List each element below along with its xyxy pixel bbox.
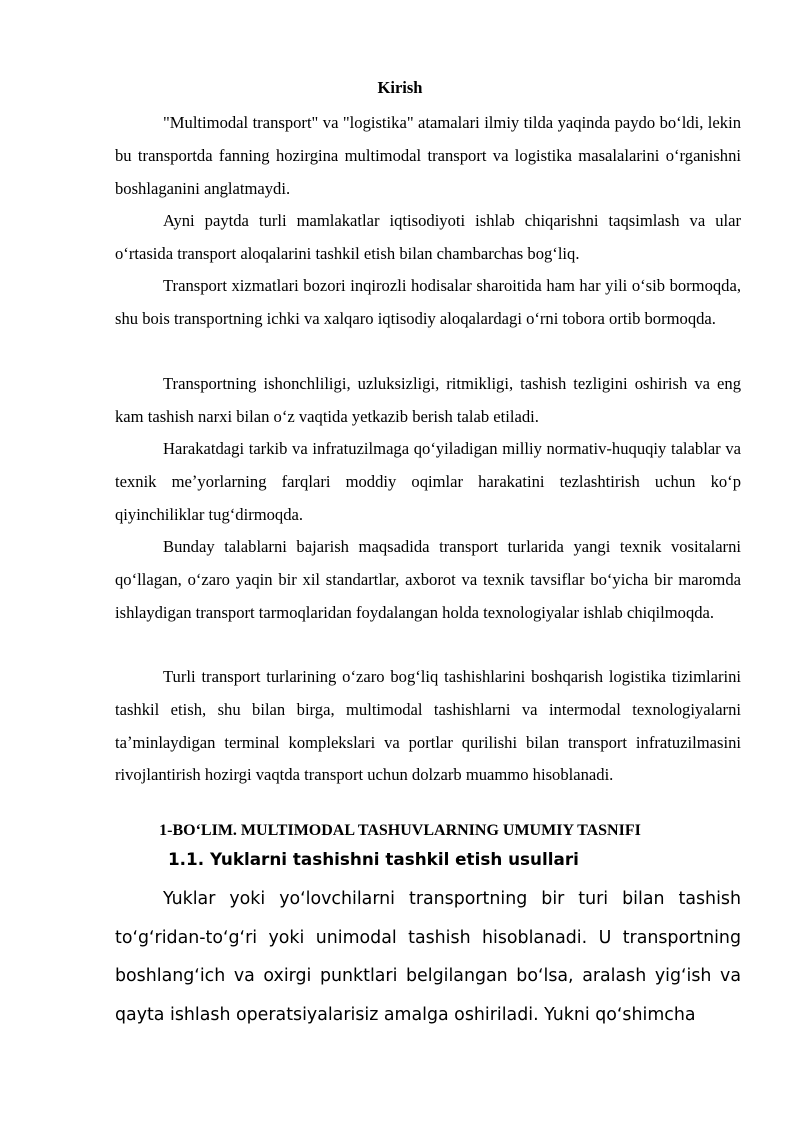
page-title: Kirish (377, 78, 423, 97)
intro-paragraph-5: Harakatdagi tarkib va infratuzilmaga qoʻyiladigan milliy normativ-huquqiy talablar va texnik meʼyorlarning farqlari moddiy oqimlar harakatini tezlashtirish uchun koʻp qiyinchiliklar tugʻdirmoqda. (115, 439, 741, 524)
intro-paragraph-2: Ayni paytda turli mamlakatlar iqtisodiyoti ishlab chiqarishni taqsimlash va ular oʻrtasida transport aloqalarini tashkil etish bilan chambarchas bogʻliq. (115, 211, 741, 263)
section-heading: 1-BOʻLIM. MULTIMODAL TASHUVLARNING UMUMIY TASNIFI (159, 822, 641, 839)
intro-paragraph-6: Bunday talablarni bajarish maqsadida transport turlarida yangi texnik vositalarni qoʻllagan, oʻzaro yaqin bir xil standartlar, axborot va texnik tavsiflar boʻyicha bir maromda ishlaydigan transport tarmoqlaridan foydalangan holda texnologiyalar ishlab chiqilmoqda. (115, 537, 741, 622)
intro-paragraph-3: Transport xizmatlari bozori inqirozli hodisalar sharoitida ham har yili oʻsib bormoqda, shu bois transportning ichki va xalqaro iqtisodiy aloqalardagi oʻrni tobora ortib bormoqda. (115, 276, 741, 328)
intro-paragraph-1: "Multimodal transport" va "logistika" atamalari ilmiy tilda yaqinda paydo boʻldi, lekin bu transportda fanning hozirgina multimodal transport va logistika masalalarini oʻrganishni boshlaganini anglatmaydi. (115, 113, 741, 198)
intro-paragraph-7: Turli transport turlarining oʻzaro bogʻliq tashishlarini boshqarish logistika tizimlarini tashkil etish, shu bilan birga, multimodal tashishlarni va intermodal texnologiyalarni taʼminlaydigan terminal komplekslari va portlar qurilishi bilan transport infratuzilmasini rivojlantirish hozirgi vaqtda transport uchun dolzarb muammo hisoblanadi. (115, 667, 741, 785)
subsection-paragraph: Yuklar yoki yoʻlovchilarni transportning bir turi bilan tashish toʻgʻridan-toʻgʻri yoki unimodal tashish hisoblanadi. U transportning boshlangʻich va oxirgi punktlari belgilangan boʻlsa, aralash yigʻish va qayta ishlash operatsiyalarisiz amalga oshiriladi. Yukni qoʻshimcha (115, 889, 741, 1025)
subsection-heading-row (0, 849, 800, 869)
subsection-heading: 1.1. Yuklarni tashishni tashkil etish usullari (168, 849, 579, 869)
intro-paragraph-4: Transportning ishonchliligi, uzluksizligi, ritmikligi, tashish tezligini oshirish va eng kam tashish narxi bilan oʻz vaqtida yetkazib berish talab etiladi. (115, 374, 741, 426)
